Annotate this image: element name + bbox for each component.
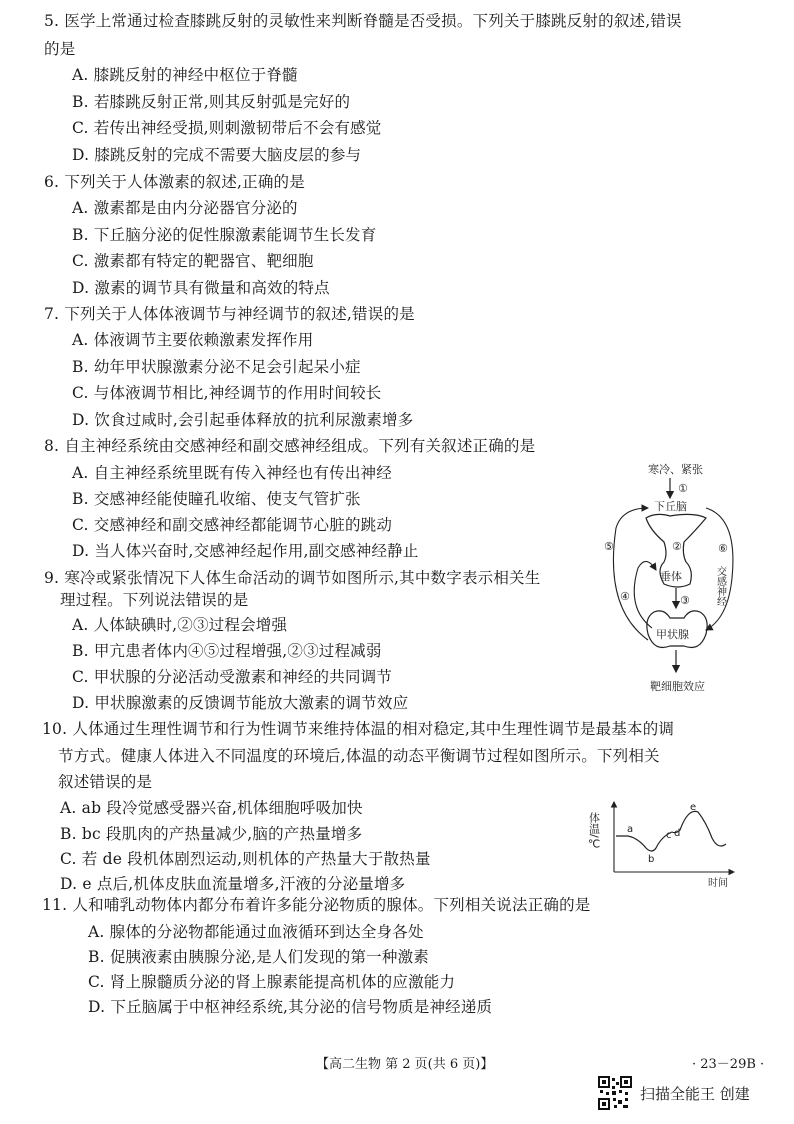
qr-code-icon [598, 1076, 632, 1110]
q10-point-a: a [627, 824, 634, 835]
q10-option-c: C. 若 de 段机体剧烈运动,则机体的产热量大于散热量 [60, 850, 431, 868]
q8-option-c: C. 交感神经和副交感神经都能调节心脏的跳动 [72, 516, 393, 534]
q9-stem-line2: 理过程。下列说法错误的是 [60, 591, 249, 609]
q5-option-c: C. 若传出神经受损,则刺激韧带后不会有感觉 [72, 119, 382, 137]
q9-num-4: ④ [620, 590, 630, 603]
q11-option-c: C. 肾上腺髓质分泌的肾上腺素能提高机体的应激能力 [88, 973, 456, 991]
q10-stem-line1: 10. 人体通过生理性调节和行为性调节来维持体温的相对稳定,其中生理性调节是最基本的调 [42, 720, 675, 738]
q7-option-d: D. 饮食过咸时,会引起垂体释放的抗利尿激素增多 [72, 411, 414, 429]
q7-stem: 7. 下列关于人体体液调节与神经调节的叙述,错误的是 [44, 305, 415, 323]
q9-option-d: D. 甲状腺激素的反馈调节能放大激素的调节效应 [72, 694, 409, 712]
q10-point-e: e [690, 802, 697, 813]
q9-fig-bottom-label: 靶细胞效应 [650, 680, 705, 693]
q7-option-b: B. 幼年甲状腺激素分泌不足会引起呆小症 [72, 358, 361, 376]
q9-fig-side-label: 交感神经 [714, 566, 726, 606]
q9-fig-pituitary: 垂体 [660, 570, 682, 583]
q8-option-a: A. 自主神经系统里既有传入神经也有传出神经 [72, 464, 392, 482]
q10-point-c: c [666, 830, 672, 841]
q5-option-a: A. 膝跳反射的神经中枢位于脊髓 [72, 66, 298, 84]
q9-option-c: C. 甲状腺的分泌活动受激素和神经的共同调节 [72, 668, 393, 686]
q9-fig-thyroid: 甲状腺 [656, 628, 689, 641]
scanner-label: 扫描全能王 创建 [640, 1085, 750, 1103]
q10-stem-line2: 节方式。健康人体进入不同温度的环境后,体温的动态平衡调节过程如图所示。下列相关 [58, 747, 660, 765]
q9-regulation-diagram [598, 458, 758, 698]
q9-stem-line1: 9. 寒冷或紧张情况下人体生命活动的调节如图所示,其中数字表示相关生 [44, 569, 541, 587]
q9-num-6: ⑥ [718, 542, 728, 555]
q11-option-b: B. 促胰液素由胰腺分泌,是人们发现的第一种激素 [88, 948, 429, 966]
q9-num-3: ③ [680, 594, 690, 607]
q10-option-b: B. bc 段肌肉的产热量减少,脑的产热量增多 [60, 825, 363, 843]
q10-option-d: D. e 点后,机体皮肤血流量增多,汗液的分泌量增多 [60, 875, 406, 893]
q9-num-5: ⑤ [604, 540, 614, 553]
q6-option-b: B. 下丘脑分泌的促性腺激素能调节生长发育 [72, 226, 377, 244]
q10-point-d: d [674, 828, 681, 839]
q10-option-a: A. ab 段冷觉感受器兴奋,机体细胞呼吸加快 [60, 799, 363, 817]
q9-num-1: ① [678, 482, 688, 495]
page-footer-code: · 23－29B · [692, 1057, 765, 1072]
q9-num-2: ② [672, 540, 682, 553]
q7-option-c: C. 与体液调节相比,神经调节的作用时间较长 [72, 384, 382, 402]
q8-option-b: B. 交感神经能使瞳孔收缩、使支气管扩张 [72, 490, 361, 508]
q10-stem-line3: 叙述错误的是 [58, 773, 153, 791]
q6-option-c: C. 激素都有特定的靶器官、靶细胞 [72, 252, 314, 270]
q9-option-b: B. 甲亢患者体内④⑤过程增强,②③过程减弱 [72, 642, 382, 660]
q6-stem: 6. 下列关于人体激素的叙述,正确的是 [44, 173, 305, 191]
q9-fig-top-label: 寒冷、紧张 [648, 463, 703, 476]
q11-option-a: A. 腺体的分泌物都能通过血液循环到达全身各处 [88, 923, 424, 941]
q10-y-label: 体温/℃ [587, 812, 601, 851]
page-footer-title: 【高二生物 第 2 页(共 6 页)】 [316, 1057, 494, 1072]
q8-option-d: D. 当人体兴奋时,交感神经起作用,副交感神经静止 [72, 542, 419, 560]
q10-point-b: b [648, 854, 655, 865]
q9-arrow-4 [634, 561, 656, 628]
q10-x-label: 时间 [708, 878, 728, 889]
q10-temperature-graph [587, 798, 744, 890]
q9-option-a: A. 人体缺碘时,②③过程会增强 [72, 616, 288, 634]
q7-option-a: A. 体液调节主要依赖激素发挥作用 [72, 331, 314, 349]
scanner-watermark [598, 1076, 774, 1112]
q5-stem-line1: 5. 医学上常通过检查膝跳反射的灵敏性来判断脊髓是否受损。下列关于膝跳反射的叙述,错误 [44, 12, 682, 30]
q5-option-d: D. 膝跳反射的完成不需要大脑皮层的参与 [72, 146, 362, 164]
q6-option-a: A. 激素都是由内分泌器官分泌的 [72, 199, 298, 217]
q8-stem: 8. 自主神经系统由交感神经和副交感神经组成。下列有关叙述正确的是 [44, 437, 536, 455]
q9-arrow-5 [613, 508, 648, 640]
q11-stem: 11. 人和哺乳动物体内都分布着许多能分泌物质的腺体。下列相关说法正确的是 [42, 896, 591, 914]
q5-option-b: B. 若膝跳反射正常,则其反射弧是完好的 [72, 93, 351, 111]
q9-fig-hypothalamus: 下丘脑 [654, 500, 687, 513]
q6-option-d: D. 激素的调节具有微量和高效的特点 [72, 279, 330, 297]
q5-stem-line2: 的是 [44, 40, 76, 58]
q11-option-d: D. 下丘脑属于中枢神经系统,其分泌的信号物质是神经递质 [88, 998, 493, 1016]
